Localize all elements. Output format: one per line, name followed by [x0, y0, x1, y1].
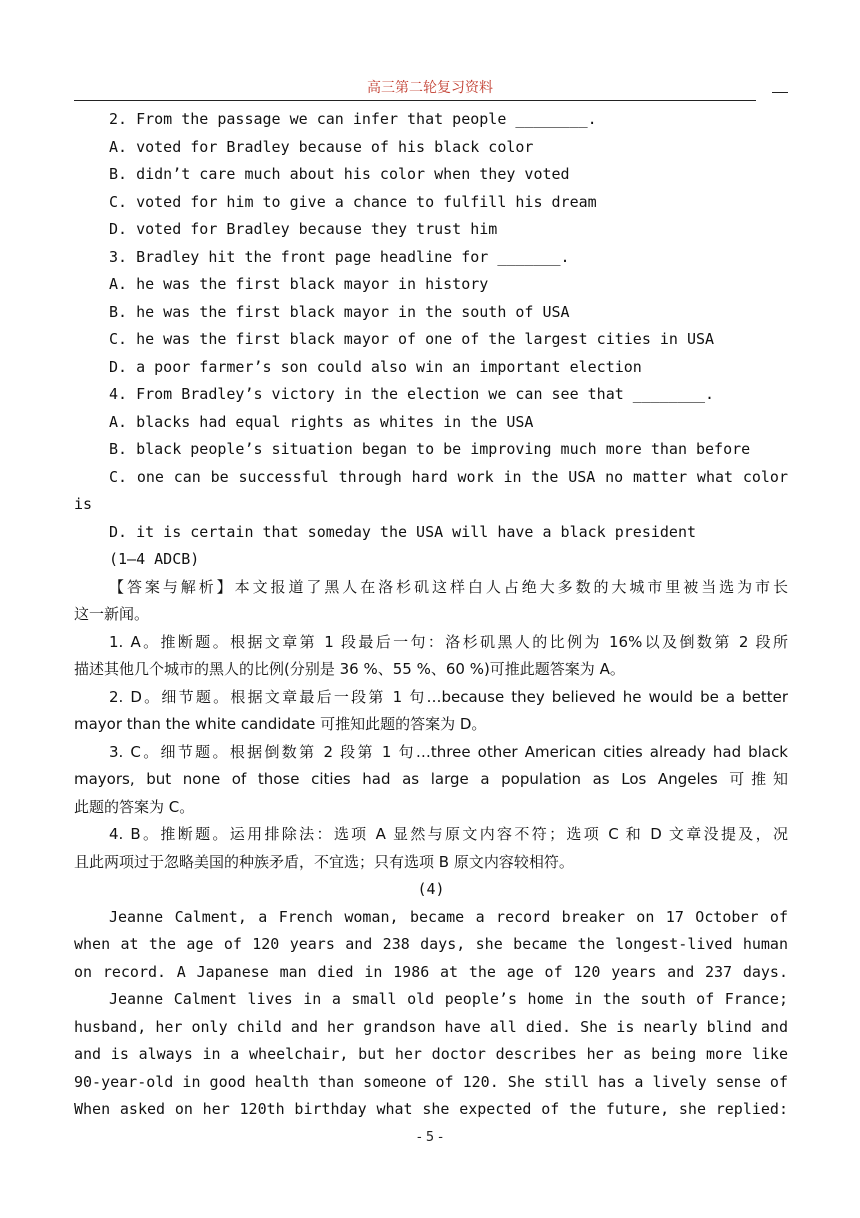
page-number: - 5 -	[417, 1130, 443, 1145]
text-line: 4. B。推断题。运用排除法：选项 A 显然与原文内容不符；选项 C 和 D 文章没提及，况	[109, 825, 788, 843]
text-line: Jeanne Calment lives in a small old people’s home in the south of France;	[109, 990, 788, 1008]
text-line: D. a poor farmer’s son could also win an important election	[109, 357, 642, 376]
text-line: When asked on her 120th birthday what she expected of the future, she replied:	[74, 1100, 788, 1118]
text-line: C. voted for him to give a chance to fulfill his dream	[109, 192, 597, 211]
header-rule	[74, 100, 756, 101]
text-line: is	[74, 495, 93, 513]
text-line: D. it is certain that someday the USA will have a black president	[109, 522, 696, 541]
text-line: 90-year-old in good health than someone of 120. She still has a lively sense of	[74, 1072, 788, 1091]
text-line: 此题的答案为 C。	[74, 797, 195, 816]
text-line: on record. A Japanese man died in 1986 at the age of 120 years and 237 days.	[74, 962, 788, 981]
text-line: 描述其他几个城市的黑人的比例(分别是 36 %、55 %、60 %)可推此题答案为 A。	[74, 660, 625, 678]
text-line: 【答案与解析】本文报道了黑人在洛杉矶这样白人占绝大多数的大城市里被当选为市长	[109, 577, 788, 596]
text-line: A. he was the first black mayor in history	[109, 275, 489, 293]
text-line: A. voted for Bradley because of his black color	[109, 137, 534, 156]
header-dash	[772, 92, 788, 93]
text-line: (4)	[417, 880, 445, 898]
text-line: (1—4 ADCB)	[109, 550, 200, 568]
text-line: 4. From Bradley’s victory in the election we can see that ________.	[109, 385, 715, 403]
text-line: 2. D。细节题。根据文章最后一段第 1 句…because they believed he would be a better	[109, 687, 788, 706]
text-line: mayor than the white candidate 可推知此题的答案为 D。	[74, 715, 487, 733]
document-body	[74, 106, 788, 1124]
text-line: D. voted for Bradley because they trust him	[109, 220, 498, 238]
page-header-title: 高三第二轮复习资料	[367, 80, 493, 96]
text-line: A. blacks had equal rights as whites in the USA	[109, 412, 534, 431]
text-line: mayors, but none of those cities had as large a population as Los Angeles 可推知	[74, 770, 788, 788]
text-line: B. black people’s situation began to be improving much more than before	[109, 440, 751, 458]
text-line: when at the age of 120 years and 238 days, she became the longest-lived human	[74, 935, 788, 953]
text-line: 3. Bradley hit the front page headline for _______.	[109, 247, 570, 266]
text-line: C. one can be successful through hard work in the USA no matter what color	[109, 467, 788, 486]
text-line: 且此两项过于忽略美国的种族矛盾，不宜选；只有选项 B 原文内容较相符。	[74, 852, 574, 871]
text-line: B. didn’t care much about his color when they voted	[109, 165, 570, 183]
text-line: 2. From the passage we can infer that people ________.	[109, 110, 597, 128]
text-line: Jeanne Calment, a French woman, became a record breaker on 17 October of	[109, 907, 788, 926]
text-line: 1. A。推断题。根据文章第 1 段最后一句：洛杉矶黑人的比例为 16%以及倒数第 2 段所	[109, 632, 788, 651]
text-line: C. he was the first black mayor of one of the largest cities in USA	[109, 330, 715, 348]
text-line: 3. C。细节题。根据倒数第 2 段第 1 句…three other American cities already had black	[109, 742, 788, 761]
text-line: husband, her only child and her grandson have all died. She is nearly blind and	[74, 1017, 788, 1036]
text-line: 这一新闻。	[74, 605, 150, 623]
text-line: B. he was the first black mayor in the south of USA	[109, 302, 570, 321]
text-line: and is always in a wheelchair, but her doctor describes her as being more like	[74, 1045, 788, 1063]
